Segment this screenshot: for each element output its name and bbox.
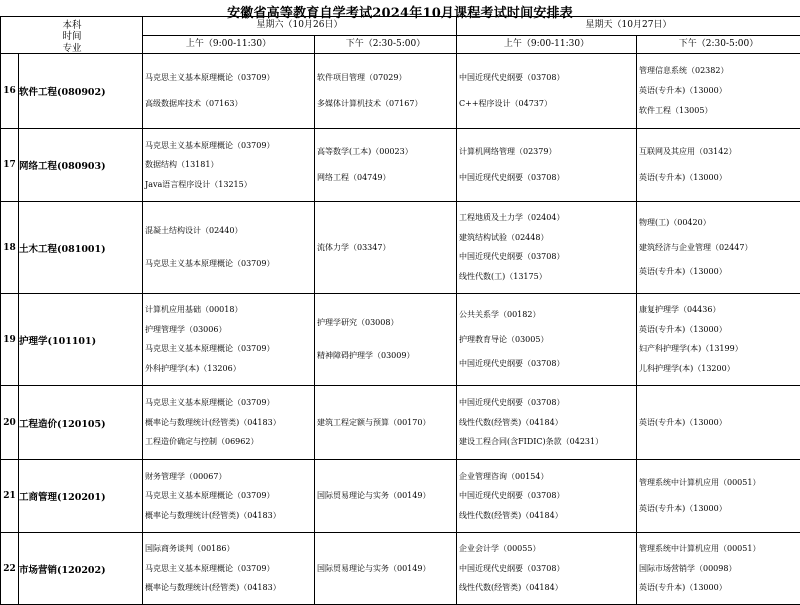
table-row xyxy=(1,202,800,294)
course-entry: 高等数学(工本)（00023） xyxy=(317,147,456,157)
exam-schedule-table xyxy=(0,16,800,605)
row-number: 19 xyxy=(1,294,19,386)
course-entry: 中国近现代史纲要（03708） xyxy=(459,252,636,262)
course-entry: 线性代数(经管类)（04184） xyxy=(459,418,636,428)
course-entry: 护理学研究（03008） xyxy=(317,318,456,328)
session-cell-sat-pm xyxy=(315,294,457,386)
session-cell-sun-am xyxy=(457,386,637,460)
course-entry: 概率论与数理统计(经管类)（04183） xyxy=(145,511,314,521)
table-row xyxy=(1,533,800,605)
row-number: 17 xyxy=(1,129,19,202)
session-cell-sat-am xyxy=(143,460,315,533)
corner-time: 时间 xyxy=(1,28,143,42)
course-entry: 英语(专升本)（13000） xyxy=(639,86,800,96)
course-entry: 马克思主义基本原理概论（03709） xyxy=(145,564,314,574)
course-entry: 多媒体计算机技术（07167） xyxy=(317,99,456,109)
row-number: 22 xyxy=(1,533,19,605)
course-entry: 线性代数(经管类)（04184） xyxy=(459,583,636,593)
course-entry: 马克思主义基本原理概论（03709） xyxy=(145,344,314,354)
header-saturday: 星期六（10月26日） xyxy=(143,17,457,36)
course-entry: 马克思主义基本原理概论（03709） xyxy=(145,398,314,408)
course-entry: 高级数据库技术（07163） xyxy=(145,99,314,109)
course-entry: 马克思主义基本原理概论（03709） xyxy=(145,259,314,269)
course-entry: 国际商务谈判（00186） xyxy=(145,544,314,554)
course-entry: 马克思主义基本原理概论（03709） xyxy=(145,73,314,83)
course-entry: 企业管理咨询（00154） xyxy=(459,472,636,482)
course-entry: 建设工程合同(含FIDIC)条款（04231） xyxy=(459,437,636,447)
course-entry: 公共关系学（00182） xyxy=(459,310,636,320)
course-entry: 建筑工程定额与预算（00170） xyxy=(317,418,456,428)
course-entry: 护理教育导论（03005） xyxy=(459,335,636,345)
row-number: 21 xyxy=(1,460,19,533)
course-entry: 线性代数(工)（13175） xyxy=(459,272,636,282)
course-entry: 中国近现代史纲要（03708） xyxy=(459,73,636,83)
course-entry: 英语(专升本)（13000） xyxy=(639,173,800,183)
course-entry: 企业会计学（00055） xyxy=(459,544,636,554)
header-sun-am: 上午（9:00-11:30） xyxy=(457,35,637,54)
schedule-body xyxy=(1,54,800,605)
course-entry: 线性代数(经管类)（04184） xyxy=(459,511,636,521)
course-entry: 康复护理学（04436） xyxy=(639,305,800,315)
session-cell-sat-pm xyxy=(315,386,457,460)
course-entry: 精神障碍护理学（03009） xyxy=(317,351,456,361)
session-cell-sun-am xyxy=(457,54,637,129)
course-entry: 软件工程（13005） xyxy=(639,106,800,116)
course-entry: 妇产科护理学(本)（13199） xyxy=(639,344,800,354)
session-cell-sat-pm xyxy=(315,129,457,202)
session-cell-sun-pm xyxy=(637,129,800,202)
session-cell-sat-pm xyxy=(315,460,457,533)
course-entry: 物理(工)（00420） xyxy=(639,218,800,228)
header-corner xyxy=(1,17,143,54)
major-name: 工程造价(120105) xyxy=(19,386,143,460)
course-entry: 管理系统中计算机应用（00051） xyxy=(639,478,800,488)
course-entry: 计算机网络管理（02379） xyxy=(459,147,636,157)
session-cell-sun-pm xyxy=(637,294,800,386)
course-entry: 计算机应用基础（00018） xyxy=(145,305,314,315)
session-cell-sat-am xyxy=(143,129,315,202)
course-entry: 英语(专升本)（13000） xyxy=(639,267,800,277)
major-name: 软件工程(080902) xyxy=(19,54,143,129)
course-entry: 中国近现代史纲要（03708） xyxy=(459,398,636,408)
session-cell-sat-pm xyxy=(315,54,457,129)
session-cell-sun-am xyxy=(457,533,637,605)
table-row xyxy=(1,460,800,533)
header-sat-am: 上午（9:00-11:30） xyxy=(143,35,315,54)
course-entry: 管理信息系统（02382） xyxy=(639,66,800,76)
course-entry: 建筑结构试验（02448） xyxy=(459,233,636,243)
session-cell-sat-pm xyxy=(315,202,457,294)
course-entry: 工程造价确定与控制（06962） xyxy=(145,437,314,447)
major-name: 网络工程(080903) xyxy=(19,129,143,202)
session-cell-sat-am xyxy=(143,386,315,460)
page-title: 安徽省高等教育自学考试2024年10月课程考试时间安排表 xyxy=(0,2,800,21)
corner-major: 专业 xyxy=(1,40,143,54)
course-entry: 马克思主义基本原理概论（03709） xyxy=(145,141,314,151)
session-cell-sat-am xyxy=(143,202,315,294)
course-entry: 英语(专升本)（13000） xyxy=(639,418,800,428)
course-entry: 网络工程（04749） xyxy=(317,173,456,183)
session-cell-sun-am xyxy=(457,129,637,202)
major-name: 土木工程(081001) xyxy=(19,202,143,294)
course-entry: C++程序设计（04737） xyxy=(459,99,636,109)
course-entry: 概率论与数理统计(经管类)（04183） xyxy=(145,418,314,428)
course-entry: 互联网及其应用（03142） xyxy=(639,147,800,157)
course-entry: 数据结构（13181） xyxy=(145,160,314,170)
session-cell-sun-pm xyxy=(637,54,800,129)
major-name: 市场营销(120202) xyxy=(19,533,143,605)
session-cell-sat-am xyxy=(143,54,315,129)
course-entry: 流体力学（03347） xyxy=(317,243,456,253)
row-number: 16 xyxy=(1,54,19,129)
course-entry: 英语(专升本)（13000） xyxy=(639,583,800,593)
course-entry: Java语言程序设计（13215） xyxy=(145,180,314,190)
course-entry: 概率论与数理统计(经管类)（04183） xyxy=(145,583,314,593)
row-number: 18 xyxy=(1,202,19,294)
table-row xyxy=(1,54,800,129)
major-name: 护理学(101101) xyxy=(19,294,143,386)
course-entry: 管理系统中计算机应用（00051） xyxy=(639,544,800,554)
session-cell-sun-pm xyxy=(637,460,800,533)
table-row xyxy=(1,129,800,202)
course-entry: 外科护理学(本)（13206） xyxy=(145,364,314,374)
course-entry: 混凝土结构设计（02440） xyxy=(145,226,314,236)
table-row xyxy=(1,294,800,386)
course-entry: 建筑经济与企业管理（02447） xyxy=(639,243,800,253)
session-cell-sun-pm xyxy=(637,202,800,294)
session-cell-sun-am xyxy=(457,202,637,294)
course-entry: 中国近现代史纲要（03708） xyxy=(459,173,636,183)
course-entry: 财务管理学（00067） xyxy=(145,472,314,482)
course-entry: 英语(专升本)（13000） xyxy=(639,504,800,514)
course-entry: 国际贸易理论与实务（00149） xyxy=(317,564,456,574)
corner-level: 本科 xyxy=(1,17,143,31)
session-cell-sun-pm xyxy=(637,533,800,605)
course-entry: 国际市场营销学（00098） xyxy=(639,564,800,574)
course-entry: 工程地质及土力学（02404） xyxy=(459,213,636,223)
course-entry: 中国近现代史纲要（03708） xyxy=(459,564,636,574)
header-sat-pm: 下午（2:30-5:00） xyxy=(315,35,457,54)
table-row xyxy=(1,386,800,460)
course-entry: 护理管理学（03006） xyxy=(145,325,314,335)
session-cell-sun-am xyxy=(457,294,637,386)
course-entry: 马克思主义基本原理概论（03709） xyxy=(145,491,314,501)
header-sunday: 星期天（10月27日） xyxy=(457,17,800,36)
session-cell-sun-pm xyxy=(637,386,800,460)
header-sun-pm: 下午（2:30-5:00） xyxy=(637,35,800,54)
session-cell-sat-am xyxy=(143,294,315,386)
course-entry: 儿科护理学(本)（13200） xyxy=(639,364,800,374)
course-entry: 中国近现代史纲要（03708） xyxy=(459,359,636,369)
row-number: 20 xyxy=(1,386,19,460)
session-cell-sun-am xyxy=(457,460,637,533)
session-cell-sat-am xyxy=(143,533,315,605)
course-entry: 国际贸易理论与实务（00149） xyxy=(317,491,456,501)
course-entry: 软件项目管理（07029） xyxy=(317,73,456,83)
course-entry: 中国近现代史纲要（03708） xyxy=(459,491,636,501)
session-cell-sat-pm xyxy=(315,533,457,605)
course-entry: 英语(专升本)（13000） xyxy=(639,325,800,335)
major-name: 工商管理(120201) xyxy=(19,460,143,533)
